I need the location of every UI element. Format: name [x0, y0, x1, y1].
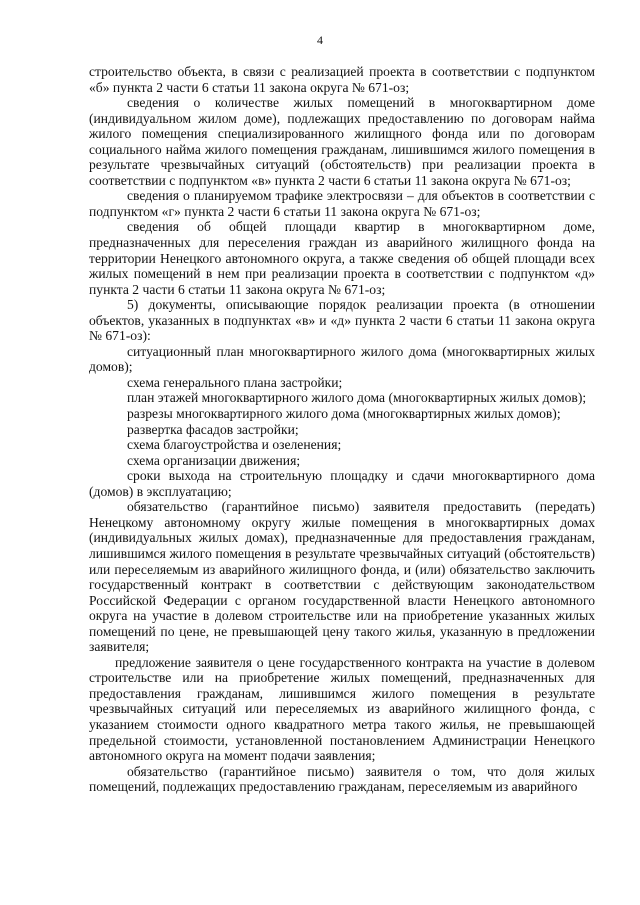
paragraph: сведения об общей площади квартир в многоквартирном доме, предназначенных для переселения граждан из аварийного жилищного фонда на территории Ненецкого автономного округа, а также сведения об общей площади всех жилых помещений в нем при реализации проекта в соответствии с подпунктом «д» пункта 2 части 6 статьи 11 закона округа № 671-оз;	[89, 219, 595, 297]
paragraph: предложение заявителя о цене государственного контракта на участие в долевом строительстве или на приобретение жилых помещений, предназначенных для предоставления гражданам, лишившимся жилого помещения в результате чрезвычайных ситуаций или переселяемых из аварийного жилищного фонда, с указанием стоимости одного квадратного метра такого жилья, не превышающей предельной стоимости, установленной постановлением Администрации Ненецкого автономного округа на момент подачи заявления;	[89, 654, 595, 764]
paragraph: обязательство (гарантийное письмо) заявителя предоставить (передать) Ненецкому автономному округу жилые помещения в многоквартирных домах (индивидуальных жилых домах), предназначенные для предоставления гражданам, лишившимся жилого помещения в результате чрезвычайных ситуаций (обстоятельств) или переселяемым из аварийного жилищного фонда, и (или) обязательство заключить государственный контракт в соответствии с действующим законодательством Российской Федерации с органом государственной власти Ненецкого автономного округа на участие в долевом строительстве или на приобретение указанных жилых помещений по цене, не превышающей цену такого жилья, указанную в предложении заявителя;	[89, 499, 595, 655]
paragraph: строительство объекта, в связи с реализацией проекта в соответствии с подпунктом «б» пункта 2 части 6 статьи 11 закона округа № 671-оз;	[89, 64, 595, 95]
paragraph: схема благоустройства и озеленения;	[127, 437, 342, 453]
paragraph: развертка фасадов застройки;	[127, 421, 299, 437]
paragraph: сведения о планируемом трафике электросвязи – для объектов в соответствии с подпунктом «г» пункта 2 части 6 статьи 11 закона округа № 671-оз;	[89, 188, 595, 219]
paragraph: разрезы многоквартирного жилого дома (многоквартирных жилых домов);	[127, 406, 561, 422]
document-body	[89, 64, 595, 795]
paragraph: обязательство (гарантийное письмо) заявителя о том, что доля жилых помещений, подлежащих предоставлению гражданам, переселяемым из аварийного	[89, 763, 595, 795]
paragraph: ситуационный план многоквартирного жилого дома (многоквартирных жилых домов);	[89, 343, 595, 375]
paragraph: 5) документы, описывающие порядок реализации проекта (в отношении объектов, указанных в подпунктах «в» и «д» пункта 2 части 6 статьи 11 закона округа № 671-оз):	[89, 297, 595, 344]
paragraph: сроки выхода на строительную площадку и сдачи многоквартирного дома (домов) в эксплуатацию;	[89, 468, 595, 499]
paragraph: схема организации движения;	[127, 452, 301, 468]
paragraph: схема генерального плана застройки;	[127, 374, 343, 390]
paragraph: сведения о количестве жилых помещений в многоквартирном доме (индивидуальном жилом доме), подлежащих предоставлению по договорам найма жилого помещения специализированного жилищного фонда или по договорам социального найма жилого помещения гражданам, лишившимся жилого помещения в результате чрезвычайных ситуаций (обстоятельств) при реализации проекта в соответствии с подпунктом «в» пункта 2 части 6 статьи 11 закона округа № 671-оз;	[89, 95, 595, 188]
paragraph: план этажей многоквартирного жилого дома (многоквартирных жилых домов);	[127, 390, 587, 406]
page-number: 4	[317, 33, 323, 47]
